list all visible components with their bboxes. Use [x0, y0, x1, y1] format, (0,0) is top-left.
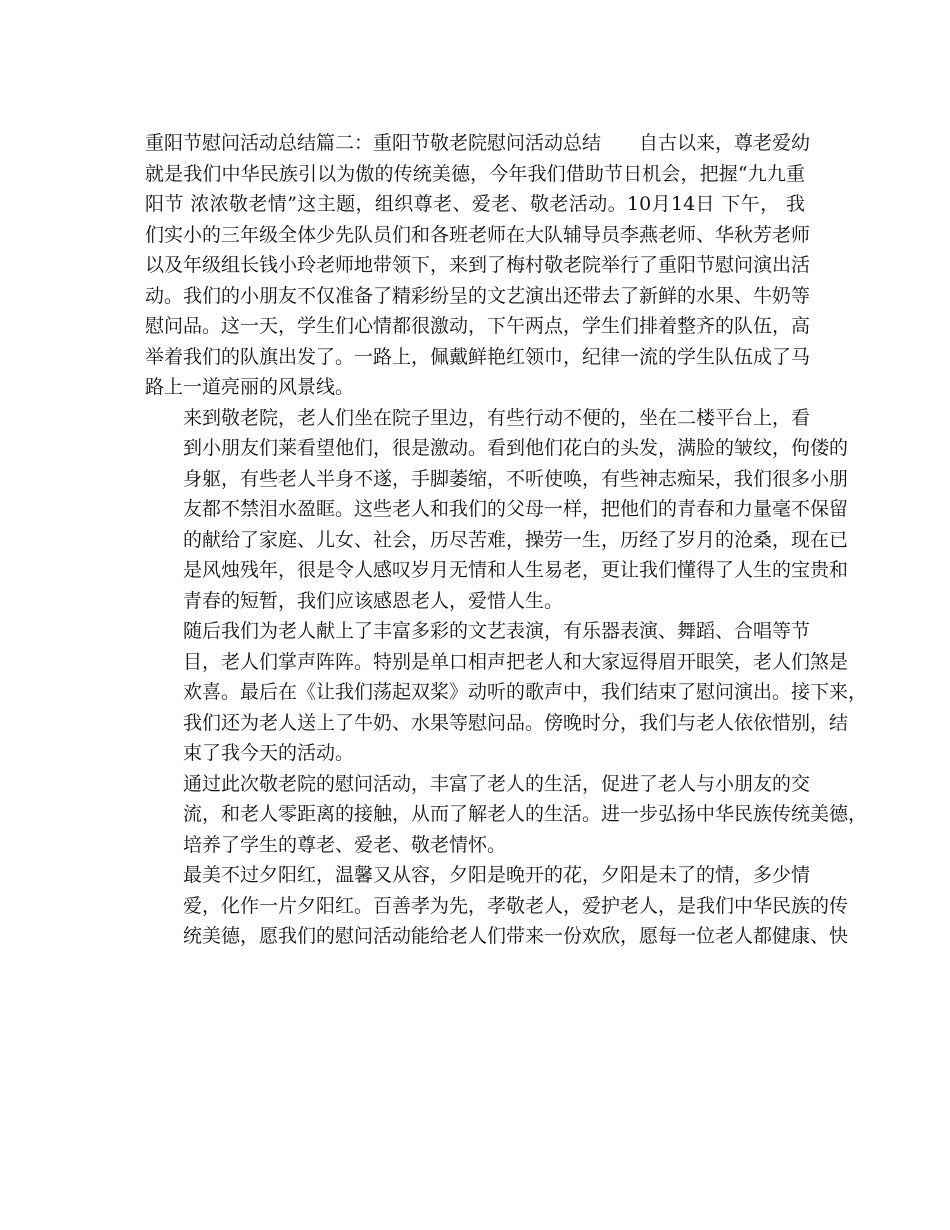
- text-line: 的献给了家庭、儿女、社会，历尽苦难，操劳一生，历经了岁月的沧桑，现在已: [183, 528, 849, 551]
- text-line: 动。我们的小朋友不仅准备了精彩纷呈的文艺演出还带去了新鲜的水果、牛奶等: [145, 284, 811, 307]
- text-line: 通过此次敬老院的慰问活动，丰富了老人的生活，促进了老人与小朋友的交: [183, 772, 811, 795]
- text-line: 来到敬老院，老人们坐在院子里边，有些行动不便的，坐在二楼平台上，看: [183, 406, 811, 429]
- text-line: 流，和老人零距离的接触，从而了解老人的生活。进一步弘扬中华民族传统美德，: [183, 803, 868, 825]
- text-line: 培养了学生的尊老、爱老、敬老情怀。: [183, 833, 507, 856]
- text-line: 以及年级组长钱小玲老师地带领下，来到了梅村敬老院举行了重阳节慰问演出活: [145, 254, 811, 276]
- document-body: [145, 128, 868, 952]
- text-line: 到小朋友们莱看望他们，很是激动。看到他们花白的头发，满脸的皱纹，佝偻的: [183, 437, 849, 459]
- paragraph: [145, 128, 811, 403]
- text-line: 就是我们中华民族引以为傲的传统美德，今年我们借助节日机会，把握“九九重: [145, 162, 805, 185]
- text-line: 举着我们的队旗出发了。一路上，佩戴鲜艳红领巾，纪律一流的学生队伍成了马: [145, 345, 811, 368]
- text-line: 目，老人们掌声阵阵。特别是单口相声把老人和大家逗得眉开眼笑，老人们煞是: [183, 650, 849, 673]
- text-line: 随后我们为老人献上了丰富多彩的文艺表演，有乐器表演、舞蹈、合唱等节: [183, 620, 811, 642]
- text-line: 友都不禁泪水盈眶。这些老人和我们的父母一样，把他们的青春和力量毫不保留: [183, 498, 849, 520]
- text-line: 我们还为老人送上了牛奶、水果等慰问品。傍晚时分，我们与老人依依惜别，结: [183, 711, 849, 734]
- text-line: 束了我今天的活动。: [183, 742, 355, 764]
- text-line: 爱，化作一片夕阳红。百善孝为先，孝敬老人，爱护老人，是我们中华民族的传: [183, 894, 849, 917]
- paragraph: [145, 769, 868, 861]
- text-line: 慰问品。这一天，学生们心情都很激动，下午两点，学生们排着整齐的队伍，高: [145, 315, 811, 337]
- text-line: 青春的短暂，我们应该感恩老人，爱惜人生。: [183, 589, 564, 612]
- text-line: 统美德，愿我们的慰问活动能给老人们带来一份欢欣，愿每一位老人都健康、快: [183, 925, 849, 947]
- text-line: 最美不过夕阳红，温馨又从容，夕阳是晚开的花，夕阳是未了的情，多少情: [183, 864, 811, 886]
- text-line: 身躯，有些老人半身不遂，手脚萎缩，不听使唤，有些神志痴呆，我们很多小朋: [183, 467, 849, 490]
- paragraph: [145, 616, 868, 769]
- paragraph: [145, 403, 849, 617]
- text-line: 们实小的三年级全体少先队员们和各班老师在大队辅导员李燕老师、华秋芳老师: [145, 223, 811, 246]
- text-line: 重阳节慰问活动总结篇二：重阳节敬老院慰问活动总结 自古以来，尊老爱幼: [145, 132, 811, 154]
- text-line: 是风烛残年，很是令人感叹岁月无情和人生易老，更让我们懂得了人生的宝贵和: [183, 559, 849, 581]
- text-line: 欢喜。最后在《让我们荡起双桨》动听的歌声中，我们结束了慰问演出。接下来，: [183, 681, 868, 703]
- paragraph: [145, 860, 849, 952]
- text-line: 路上一道亮丽的风景线。: [145, 376, 355, 398]
- text-line: 阳节 浓浓敬老情”这主题，组织尊老、爱老、敬老活动。10月14日 下午， 我: [145, 193, 805, 215]
